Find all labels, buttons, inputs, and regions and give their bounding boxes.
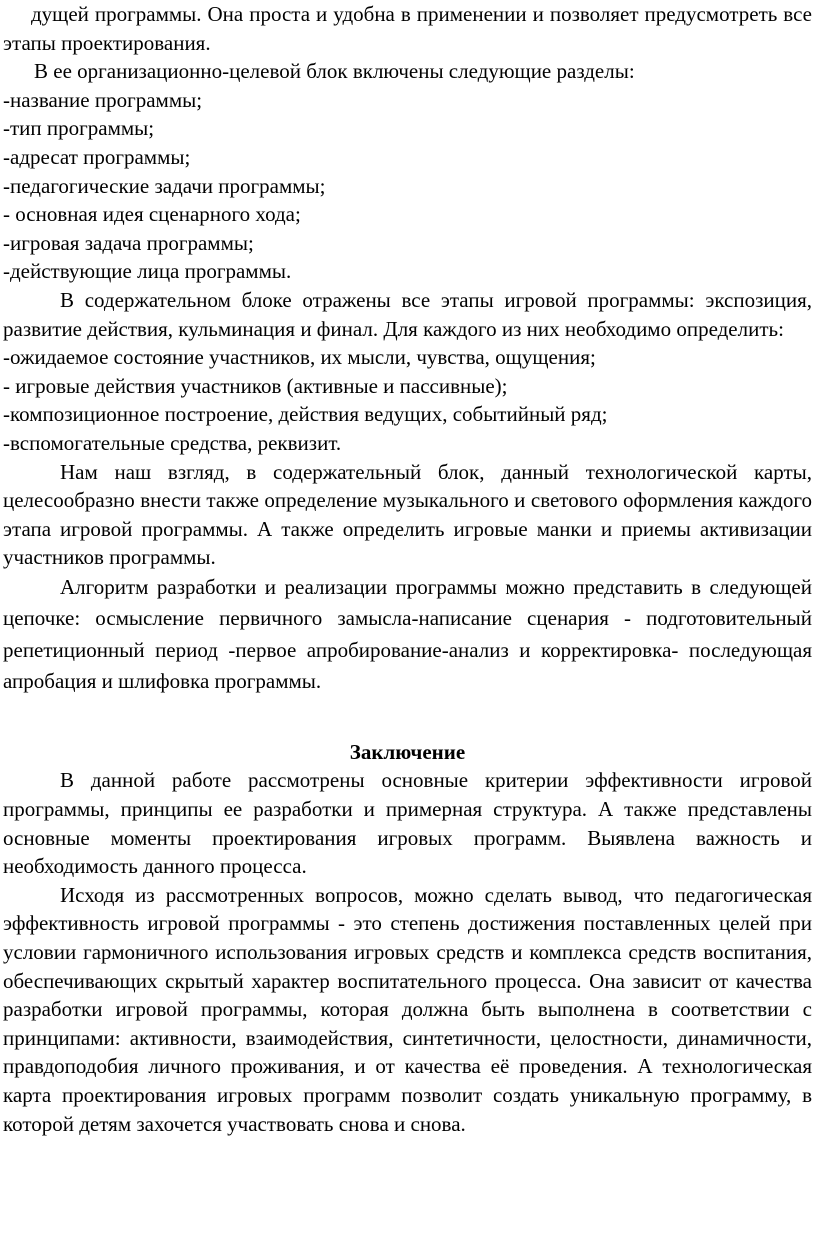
list-item: -композиционное построение, действия ведущих, событийный ряд; [3, 402, 608, 427]
paragraph-view: Нам наш взгляд, в содержательный блок, данный технологической карты, целесообразно внести также определение музыкального и светового оформления каждого этапа игровой программы. А также определить игровые манки и приемы активизации участников программы. [3, 459, 812, 570]
list-item: -ожидаемое состояние участников, их мысли, чувства, ощущения; [3, 345, 596, 370]
conclusion-paragraph-1: В данной работе рассмотрены основные критерии эффективности игровой программы, принципы ее разработки и примерная структура. А также представлены основные моменты проектирования игровых программ. Выявлена важность и необходимость данного процесса. [3, 768, 812, 879]
list-item: -название программы; [3, 87, 203, 112]
list-item: -вспомогательные средства, реквизит. [3, 430, 342, 455]
intro-continuation: дущей программы. Она проста и удобна в применении и позволяет предусмотреть все этапы проектирования. [3, 2, 812, 55]
list-item: -действующие лица программы. [3, 259, 292, 284]
content-block-lead: В содержательном блоке отражены все этапы игровой программы: экспозиция, развитие действия, кульминация и финал. Для каждого из них необходимо определить: [3, 287, 812, 341]
list-item: -адресат программы; [3, 144, 191, 169]
org-block-lead: В ее организационно-целевой блок включены следующие разделы: [34, 59, 635, 84]
paragraph-algorithm: Алгоритм разработки и реализации программы можно представить в следующей цепочке: осмысление первичного замысла-написание сценария - подготовительный репетиционный период -первое апробирование-анализ и корректировка- последующая апробация и шлифовка программы. [3, 574, 812, 694]
conclusion-heading: Заключение [349, 739, 466, 764]
document-body [3, 0, 812, 1138]
list-item: -тип программы; [3, 116, 155, 141]
list-item: - игровые действия участников (активные и пассивные); [3, 373, 508, 398]
section-spacer [3, 698, 812, 738]
conclusion-paragraph-2: Исходя из рассмотренных вопросов, можно сделать вывод, что педагогическая эффективность игровой программы - это степень достижения поставленных целей при условии гармоничного использования игровых средств и комплекса средств воспитания, обеспечивающих скрытый характер воспитательного процесса. Она зависит от качества разработки игровой программы, которая должна быть выполнена в соответствии с принципами: активности, взаимодействия, синтетичности, целостности, динамичности, правдоподобия личного проживания, и от качества её проведения. А технологическая карта проектирования игровых программ позволит создать уникальную программу, в которой детям захочется участвовать снова и снова. [3, 882, 812, 1136]
content-block-list [3, 343, 812, 457]
list-item: -игровая задача программы; [3, 230, 254, 255]
list-item: - основная идея сценарного хода; [3, 202, 301, 227]
org-block-list [3, 86, 812, 286]
list-item: -педагогические задачи программы; [3, 173, 326, 198]
